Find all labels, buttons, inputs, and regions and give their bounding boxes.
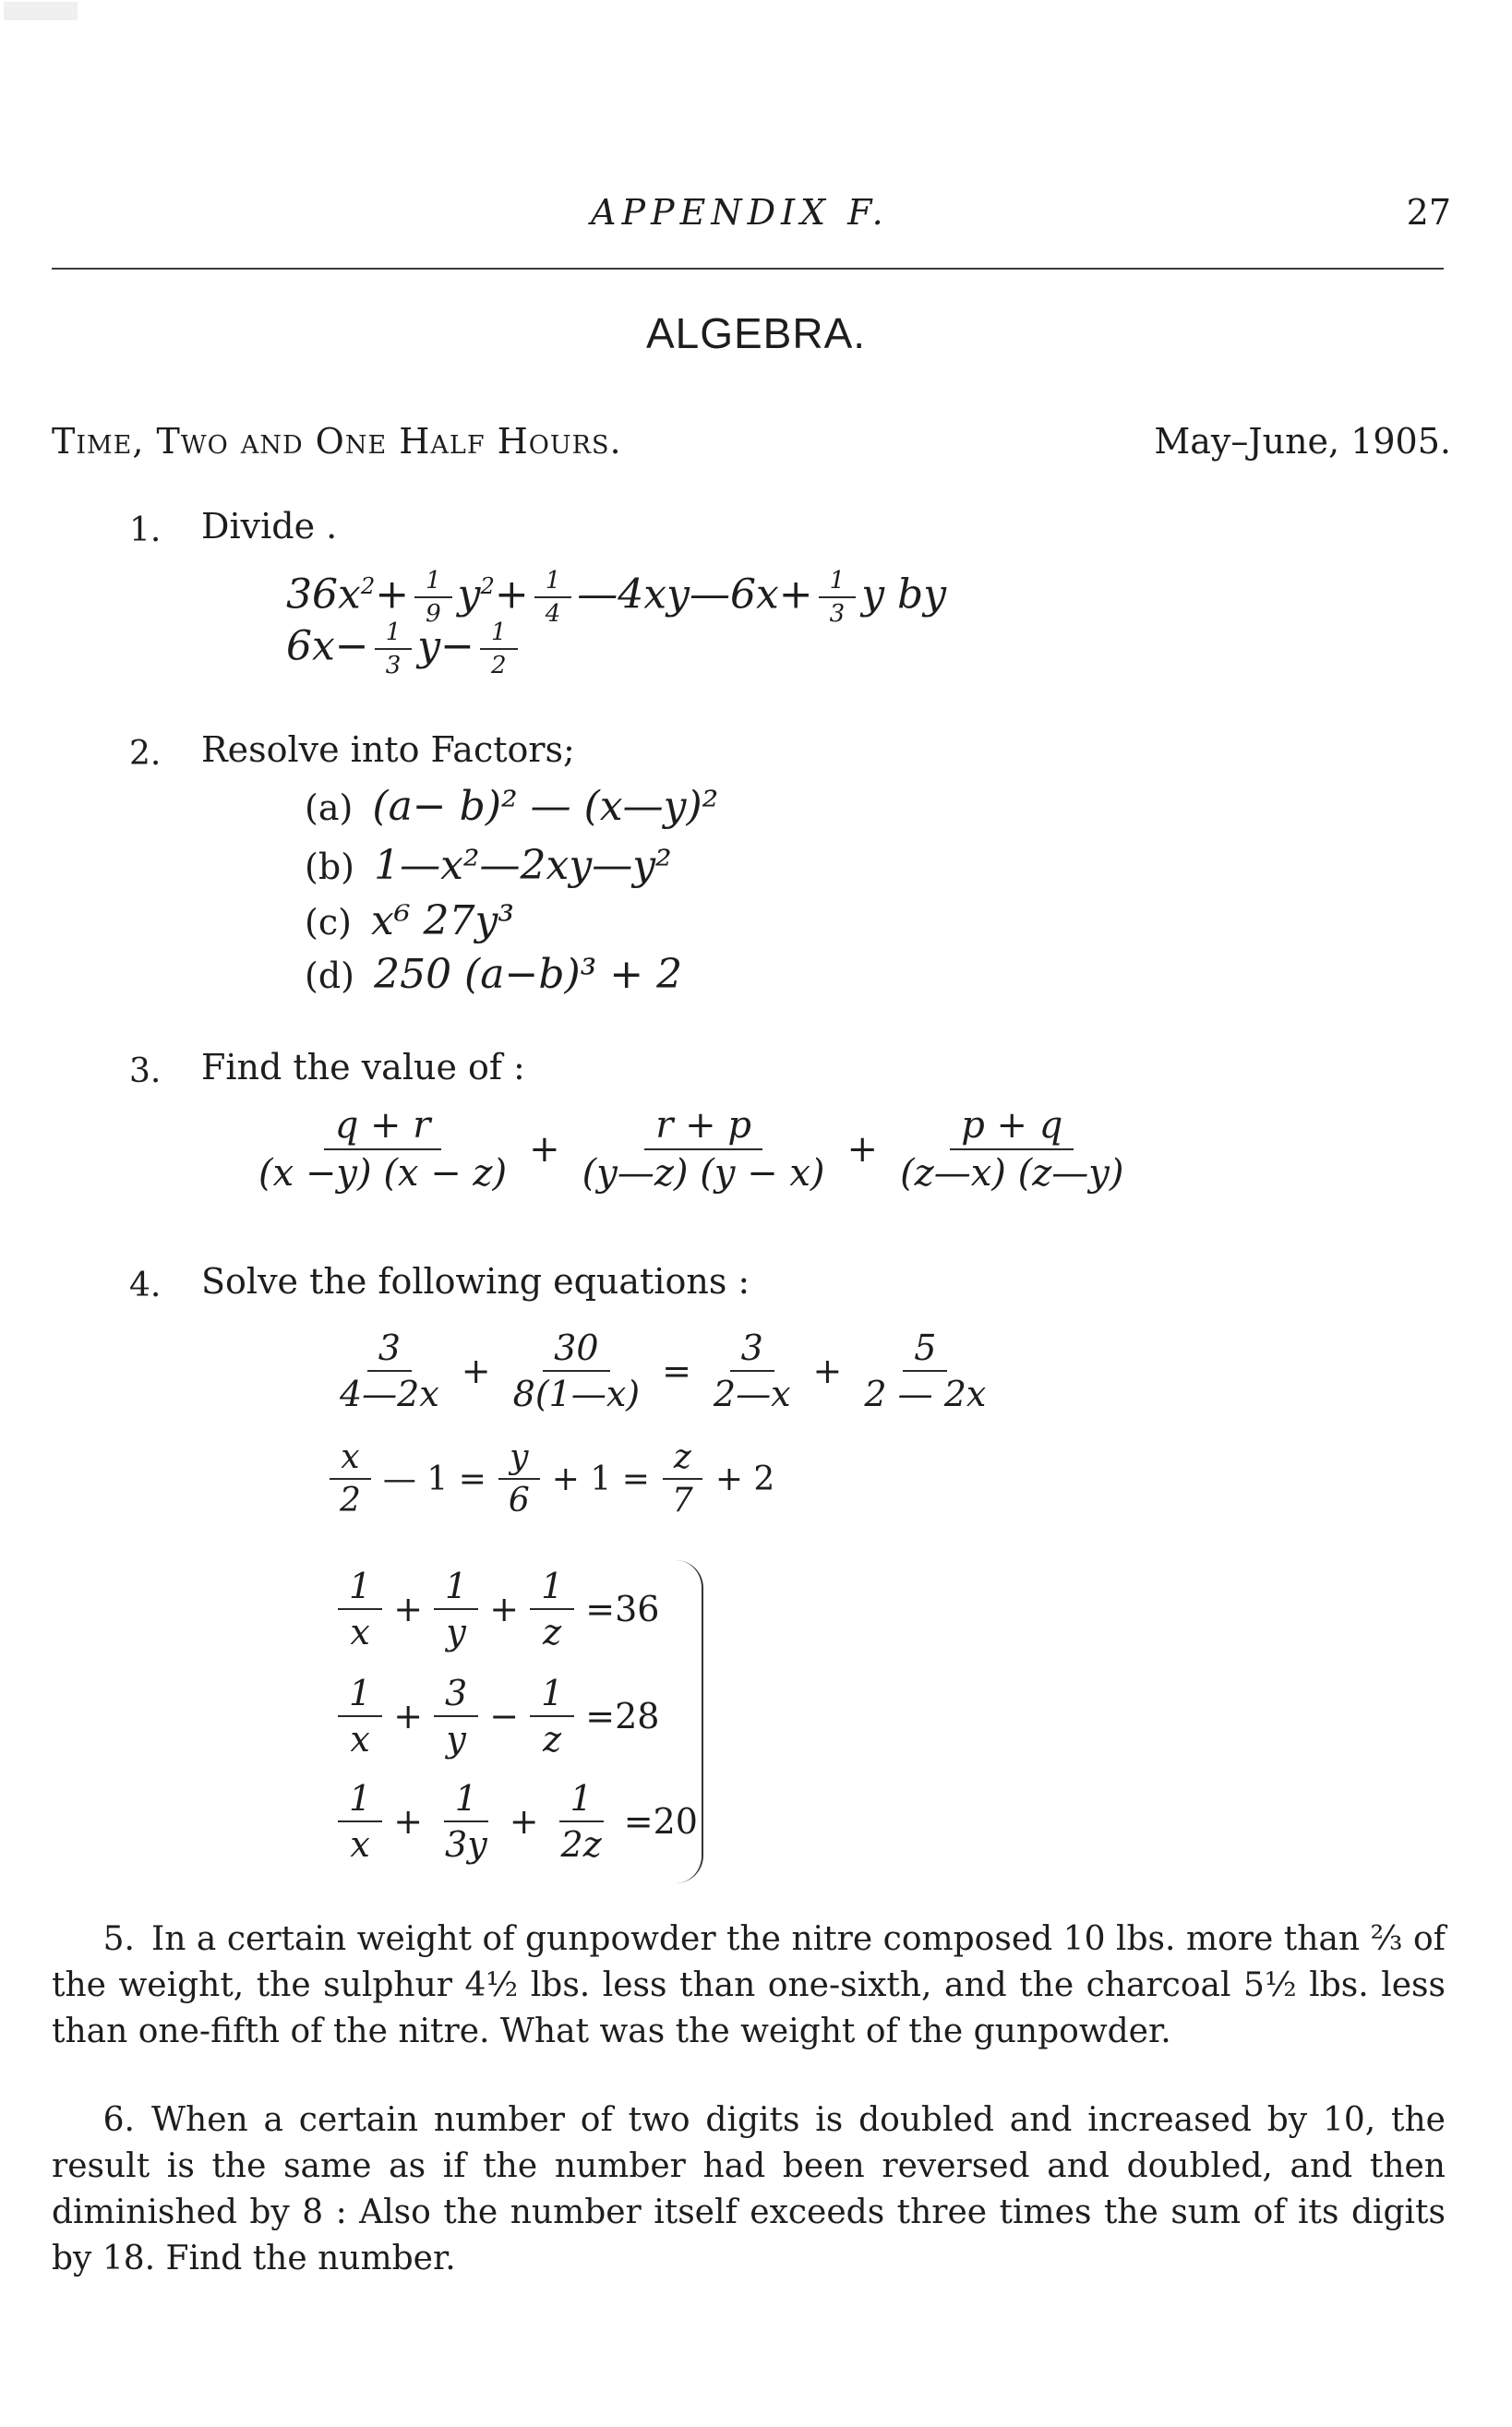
q2-number: 2. <box>129 735 162 773</box>
q2-tag: (a) <box>305 787 354 828</box>
system-row-3: 1 x + $\frac{1}{3y}$ + $\frac{1}{2z}$ =20 <box>332 1778 703 1865</box>
q2-item-c <box>305 897 514 944</box>
q5-paragraph <box>52 1916 1446 2055</box>
exam-date: May–June, 1905. <box>1154 421 1451 462</box>
q2-item-d <box>305 951 682 998</box>
exam-time: Time, Two and One Half Hours. <box>52 421 622 462</box>
q2-expr: (a− b)² — (x—y)² <box>372 783 719 830</box>
q1-divisor: 6x− $\frac{1}{3}$ y− $\frac{1}{2}$ <box>286 619 523 679</box>
q6-text: When a certain number of two digits is doubled and increased by 10, the result is the same as if the number had been reversed and doubled, and then diminished by 8 : Also the number itself exceeds three times the sum of its digits by 18. Find the number. <box>52 2101 1446 2277</box>
q6-paragraph <box>52 2097 1446 2282</box>
q1-number: 1. <box>129 511 162 549</box>
q3-term-1: q + r (x −y) (x − z) <box>258 1104 508 1195</box>
subject-title: ALGEBRA. <box>645 309 867 357</box>
q2-tag: (c) <box>305 902 352 943</box>
q4-label: Solve the following equations : <box>201 1261 750 1302</box>
q4-number: 4. <box>129 1267 162 1304</box>
q3-term-2: $\frac{r + p}{(y—z) (y - x)}$ <box>582 1104 825 1195</box>
q2-expr: x⁶ 27y³ <box>371 897 514 944</box>
q4-equation-system <box>332 1560 703 1883</box>
q2-label: Resolve into Factors; <box>201 729 575 770</box>
q2-tag: (d) <box>305 955 354 996</box>
q2-item-a <box>305 783 718 830</box>
q4-equation-2: x 2 — 1 = $\frac{y}{6}$ + 1 = $\frac{z}{7}$ + 2 <box>323 1438 780 1520</box>
q3-term-3: $\frac{p + q}{(z—x) (z—y)}$ <box>900 1104 1124 1195</box>
q3-expression: q + r (x −y) (x − z) + $\frac{r + p}{(y—z) (y - x)}$ + $\frac{p + q}{(z—x) (z—y)}$ <box>242 1104 1141 1195</box>
q1-dividend: $36x^2+$ $\frac{1}{9}$ $y^2+$ $\frac{1}{4}$ —4xy—6x+ $\frac{1}{3}$ y by <box>286 567 947 628</box>
system-row-2: 1 x + $\frac{3}{y}$ − $\frac{1}{z}$ =28 <box>332 1673 665 1760</box>
system-row-1: 1 x + $\frac{1}{y}$ + $\frac{1}{z}$ =36 <box>332 1566 665 1652</box>
running-title: APPENDIX F. <box>591 192 889 233</box>
page-number: 27 <box>1406 192 1451 233</box>
q1-label: Divide . <box>201 506 338 547</box>
q6-number: 6. <box>102 2101 135 2139</box>
q4-equation-1: 3 4—2x + $\frac{30}{8(1—x)}$ = $\frac{3}{2—x}$ + $\frac{5}{2 — 2x}$ <box>340 1328 987 1414</box>
q2-item-b <box>305 842 672 889</box>
q3-label: Find the value of : <box>201 1047 525 1087</box>
q3-number: 3. <box>129 1052 162 1090</box>
header-rule <box>52 268 1444 270</box>
q2-expr: 250 (a−b)³ + 2 <box>374 951 683 998</box>
scan-mark <box>4 2 78 20</box>
q2-tag: (b) <box>305 847 354 887</box>
q5-number: 5. <box>102 1920 135 1958</box>
q2-expr: 1—x²—2xy—y² <box>374 842 672 889</box>
q5-text: In a certain weight of gunpowder the nitre composed 10 lbs. more than ⅔ of the weight, the sulphur 4½ lbs. less than one-sixth, and the charcoal 5½ lbs. less than one-fifth of the nitre. What was the weight of the gunpowder. <box>52 1920 1446 2050</box>
